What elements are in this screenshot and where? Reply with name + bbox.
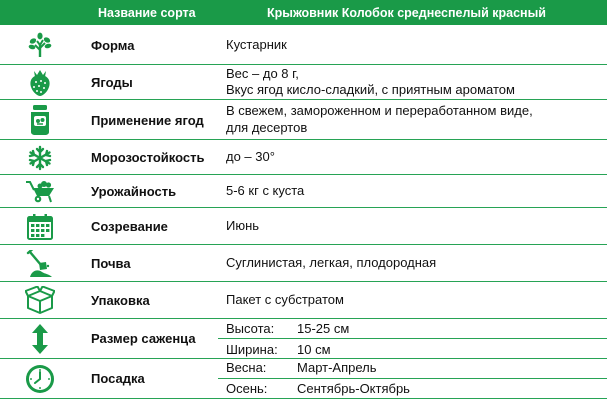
table-row-seedling-size (0, 319, 607, 359)
row-sub-divider (218, 378, 607, 379)
table-row-berries (0, 65, 607, 100)
sub-key: Осень: (226, 381, 268, 396)
row-label: Упаковка (91, 293, 150, 308)
row-label: Форма (91, 38, 135, 53)
shovel-icon (17, 249, 63, 279)
sub-value: Сентябрь-Октябрь (297, 381, 410, 396)
table-row-frost (0, 140, 607, 175)
row-value-line-1: Вес – до 8 г, (226, 66, 299, 81)
clock-icon (17, 363, 63, 395)
sub-key: Высота: (226, 321, 275, 336)
row-label: Почва (91, 256, 131, 271)
row-label: Посадка (91, 371, 145, 386)
strawberry-icon (17, 68, 63, 98)
row-label: Созревание (91, 219, 168, 234)
table-row-packaging (0, 282, 607, 319)
calendar-icon (17, 212, 63, 242)
header-variety-name-label: Название сорта (98, 6, 196, 20)
vertical-arrow-icon (17, 323, 63, 355)
row-sub-divider (218, 338, 607, 339)
row-value-line-2: для десертов (226, 120, 308, 135)
sub-value: Март-Апрель (297, 360, 377, 375)
sub-key: Ширина: (226, 342, 278, 357)
row-value: Кустарник (226, 37, 287, 52)
snowflake-icon (17, 144, 63, 172)
table-row-form (0, 25, 607, 65)
row-label: Морозостойкость (91, 150, 205, 165)
row-value-line-2: Вкус ягод кисло-сладкий, с приятным ароматом (226, 82, 515, 97)
row-value: Суглинистая, легкая, плодородная (226, 255, 437, 270)
sub-value: 10 см (297, 342, 331, 357)
wheelbarrow-icon (17, 177, 63, 205)
box-icon (17, 285, 63, 315)
sub-key: Весна: (226, 360, 267, 375)
table-row-soil (0, 245, 607, 282)
table-row-ripening (0, 208, 607, 245)
row-label: Урожайность (91, 184, 177, 199)
header-variety-title: Крыжовник Колобок среднеспелый красный (267, 6, 546, 20)
tree-icon (17, 31, 63, 59)
table-row-usage (0, 100, 607, 140)
row-label: Размер саженца (91, 331, 196, 346)
row-label: Ягоды (91, 75, 133, 90)
sub-value: 15-25 см (297, 321, 350, 336)
row-value-line-1: В свежем, замороженном и переработанном виде, (226, 103, 533, 118)
row-value: Пакет с субстратом (226, 292, 344, 307)
table-row-yield (0, 175, 607, 208)
row-value: 5-6 кг с куста (226, 183, 305, 198)
row-label: Применение ягод (91, 113, 204, 128)
table-row-planting (0, 359, 607, 399)
row-value: Июнь (226, 218, 260, 233)
jar-icon (17, 104, 63, 136)
row-value: до – 30° (226, 149, 275, 164)
table-header (0, 0, 607, 25)
